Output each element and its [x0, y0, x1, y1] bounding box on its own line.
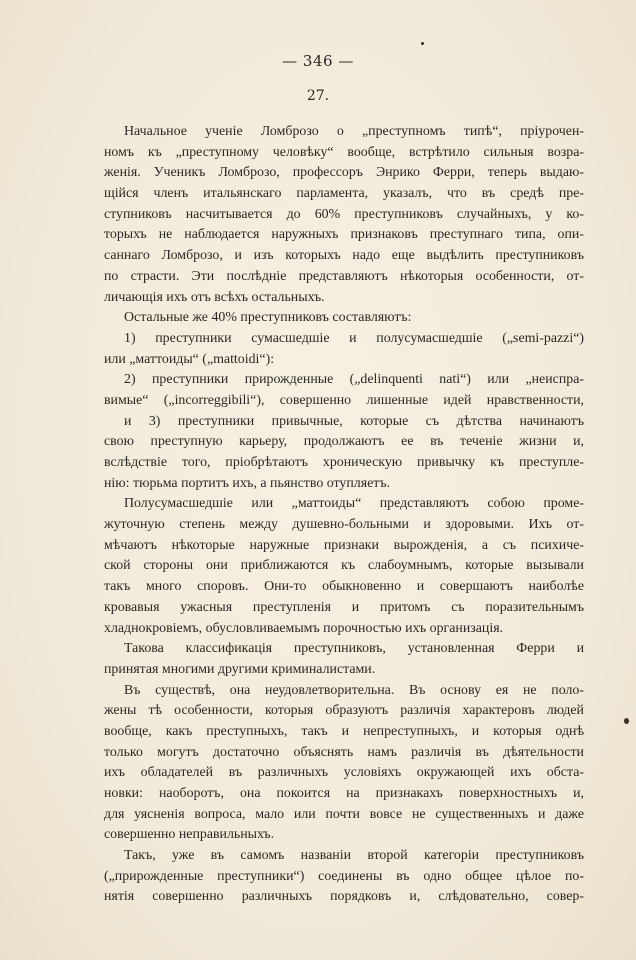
- text-line: Полусумасшедшіе или „маттоиды“ представляютъ собою проме-: [124, 496, 584, 512]
- text-line: только могутъ достаточно объяснять намъ различія въ дѣятельности: [104, 744, 584, 760]
- text-line: Остальные же 40% преступниковъ составляютъ:: [124, 310, 412, 326]
- text-line: женія. Ученикъ Ломброзо, профессоръ Энрико Ферри, теперь выдаю-: [104, 165, 584, 181]
- text-line: по страсти. Эти послѣдніе представляютъ нѣкоторыя особенности, от-: [104, 268, 584, 284]
- text-line: новки: наоборотъ, она покоится на признакахъ поверхностныхъ и,: [104, 786, 584, 801]
- text-line: вимые“ („incorreggibili“), совершенно лишенные идей нравственности,: [104, 392, 584, 408]
- text-line: или „маттоиды“ („mattoidi“):: [104, 351, 275, 367]
- text-line: свою преступную карьеру, продолжаютъ ее въ теченіе жизни и,: [104, 434, 584, 450]
- text-line: такъ много споровъ. Они-то обыкновенно и совершаютъ наиболѣе: [104, 579, 584, 595]
- text-line: личающія ихъ отъ всѣхъ остальныхъ.: [104, 289, 325, 305]
- text-line: и 3) преступники привычные, которые съ дѣтства начинаютъ: [124, 413, 584, 429]
- text-line: жуточную степень между душевно-больными и здоровыми. Ихъ от-: [104, 517, 584, 533]
- ink-speck: [624, 718, 629, 724]
- text-line: нятія совершенно различныхъ порядковъ и, слѣдовательно, совер-: [104, 889, 584, 905]
- text-line: хладнокровіемъ, обусловливаемымъ порочностью ихъ организація.: [104, 620, 504, 636]
- text-line: Такова классификація преступниковъ, установленная Ферри и: [124, 641, 584, 657]
- text-line: ступниковъ насчитывается до 60% преступниковъ случайныхъ, у ко-: [104, 206, 584, 222]
- text-line: вслѣдствіе того, пріобрѣтаютъ хроническую привычку къ преступле-: [104, 455, 584, 470]
- text-line: Въ существѣ, она неудовлетворительна. Въ основу ея не поло-: [124, 682, 584, 698]
- text-line: нію: тюрьма портитъ ихъ, а пьянство отупляетъ.: [104, 475, 390, 491]
- text-line: принятая многими другими криминалистами.: [104, 661, 376, 677]
- page-number: — 346 —: [282, 52, 354, 70]
- text-line: кровавыя ужасныя преступленія и притомъ съ поразительнымъ: [104, 599, 584, 615]
- text-line: ской стороны они приближаются къ слабоумнымъ, которые вызывали: [104, 558, 584, 574]
- text-line: для уясненія вопроса, мало или почти вовсе не существенныхъ и даже: [104, 806, 584, 822]
- text-line: Такъ, уже въ самомъ названіи второй категоріи преступниковъ: [124, 848, 584, 864]
- text-line: („прирожденные преступники“) соединены въ одно общее цѣлое по-: [104, 868, 584, 884]
- text-line: 1) преступники сумасшедшіе и полусумасшедшіе („semi-pazzi“): [124, 330, 584, 346]
- text-line: мѣчаютъ нѣкоторые наружные признаки вырожденія, а съ психиче-: [104, 537, 584, 553]
- text-line: Начальное ученіе Ломброзо о „преступномъ типѣ“, пріурочен-: [124, 124, 584, 139]
- body-text: [104, 122, 584, 908]
- section-number: 27.: [306, 88, 330, 104]
- text-line: саннаго Ломброзо, и изъ которыхъ надо еще выдѣлить преступниковъ: [104, 248, 584, 264]
- text-line: щійся членъ итальянскаго парламента, указалъ, что въ средѣ пре-: [104, 186, 584, 202]
- text-line: номъ къ „преступному человѣку“ вообще, встрѣтило сильныя возра-: [104, 144, 584, 160]
- text-line: 2) преступники прирожденные („delinquenti nati“) или „неиспра-: [124, 372, 584, 388]
- text-line: совершенно неправильныхъ.: [104, 827, 275, 843]
- text-line: ихъ обладателей въ различныхъ условіяхъ окружающей ихъ обста-: [104, 765, 584, 781]
- text-line: жены тѣ особенности, которыя образуютъ различія характеровъ людей: [104, 703, 584, 719]
- ink-speck: [421, 42, 424, 45]
- text-line: торыхъ не наблюдается наружныхъ признаковъ преступнаго типа, опи-: [104, 227, 584, 243]
- text-line: вообще, какъ преступныхъ, такъ и непреступныхъ, и которыя однѣ: [104, 723, 584, 739]
